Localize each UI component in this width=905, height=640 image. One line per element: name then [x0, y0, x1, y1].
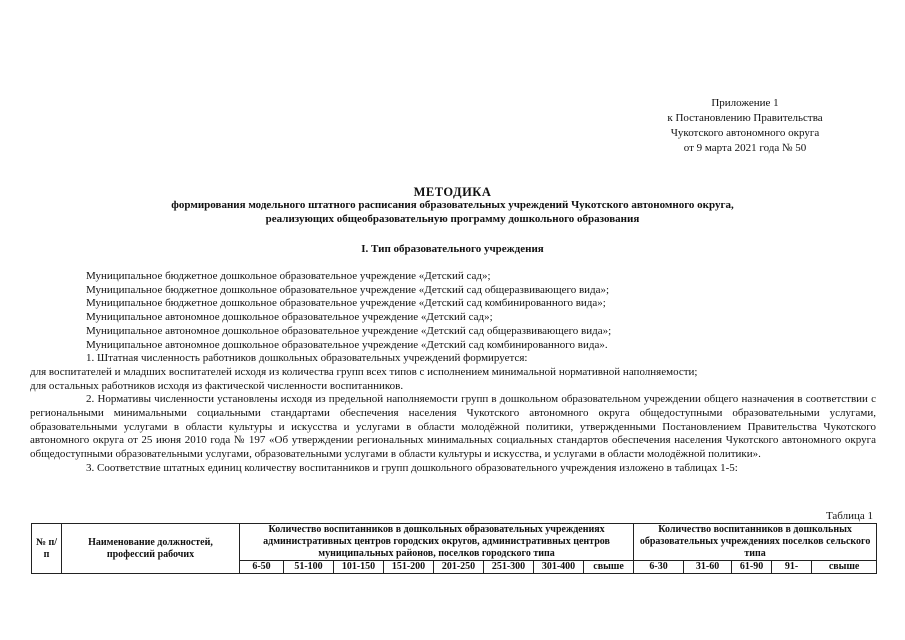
- institution-type-item: Муниципальное бюджетное дошкольное образовательное учреждение «Детский сад общеразвивающего вида»;: [86, 283, 610, 296]
- annex-line: Чукотского автономного округа: [670, 127, 820, 139]
- city-range: 101-150: [334, 561, 384, 574]
- paragraph-2: 2. Нормативы численности установлены исходя из предельной наполняемости групп в дошкольном образовательном учреждении общего назначения в соответствии с региональными минимальными социальными стандартами обеспечения населения Чукотского автономного округа общедоступными образовательными услугами, образовательными услугами в области культуры и искусства и услугами в области молодёжной политики, утвержденными Постановлением Правительства Чукотского автономного округа от 25 июня 2010 года № 197 «Об утверждении региональных минимальных социальных стандартов обеспечения населения Чукотского автономного округа общедоступными образовательными услугами, образовательными услугами в области культуры и искусства, и услугами в области молодёжной политики».: [30, 393, 876, 461]
- paragraph-3: 3. Соответствие штатных единиц количеству воспитанников и групп дошкольного образовательного учреждения изложено в таблицах 1-5:: [86, 461, 738, 474]
- institution-type-item: Муниципальное автономное дошкольное образовательное учреждение «Детский сад комбинированного вида».: [86, 338, 608, 351]
- subtitle-line: реализующих общеобразовательную программу дошкольного образования: [265, 212, 640, 225]
- rural-range: 61-90: [732, 561, 772, 574]
- city-range: 6-50: [240, 561, 284, 574]
- institution-type-item: Муниципальное бюджетное дошкольное образовательное учреждение «Детский сад комбинированного вида»;: [86, 297, 606, 310]
- paragraph-1-item: для остальных работников исходя из фактической численности воспитанников.: [30, 379, 404, 392]
- rural-range: 31-60: [684, 561, 732, 574]
- document-subtitle: [40, 199, 865, 226]
- document-title: МЕТОДИКА: [413, 185, 492, 199]
- header-position: Наименование должностей, профессий рабочих: [62, 524, 240, 574]
- document-body: [30, 270, 876, 476]
- staffing-table: [31, 523, 877, 574]
- header-rural-group: Количество воспитанников в дошкольных образовательных учреждениях поселков сельского типа: [634, 524, 877, 561]
- paragraph-1-item: для воспитателей и младших воспитателей исходя из количества групп всех типов с исполнением минимальной нормативной наполняемости;: [30, 365, 698, 378]
- rural-range: 6-30: [634, 561, 684, 574]
- table-caption: Таблица 1: [825, 510, 873, 522]
- header-city-group: Количество воспитанников в дошкольных образовательных учреждениях административных центров городских округов, административных центров муниципальных районов, поселков городского типа: [240, 524, 634, 561]
- city-range: 151-200: [384, 561, 434, 574]
- header-num: № п/п: [32, 524, 62, 574]
- annex-line: от 9 марта 2021 года № 50: [683, 142, 807, 154]
- institution-type-item: Муниципальное автономное дошкольное образовательное учреждение «Детский сад общеразвивающего вида»;: [86, 324, 612, 337]
- section-title: I. Тип образовательного учреждения: [361, 243, 544, 255]
- table-header-row: [32, 524, 877, 561]
- annex-line: к Постановлению Правительства: [667, 112, 823, 124]
- paragraph-1-lead: 1. Штатная численность работников дошкольных образовательных учреждений формируется:: [86, 352, 528, 365]
- rural-range: свыше: [812, 561, 877, 574]
- annex-line: Приложение 1: [711, 97, 779, 109]
- city-range: 301-400: [534, 561, 584, 574]
- annex-block: [640, 96, 850, 156]
- subtitle-line: формирования модельного штатного расписания образовательных учреждений Чукотского автономного округа,: [171, 199, 734, 211]
- city-range: 51-100: [284, 561, 334, 574]
- institution-type-item: Муниципальное автономное дошкольное образовательное учреждение «Детский сад»;: [86, 311, 493, 324]
- city-range: 251-300: [484, 561, 534, 574]
- rural-range: 91-: [772, 561, 812, 574]
- city-range: 201-250: [434, 561, 484, 574]
- city-range: свыше: [584, 561, 634, 574]
- institution-type-item: Муниципальное бюджетное дошкольное образовательное учреждение «Детский сад»;: [86, 270, 491, 282]
